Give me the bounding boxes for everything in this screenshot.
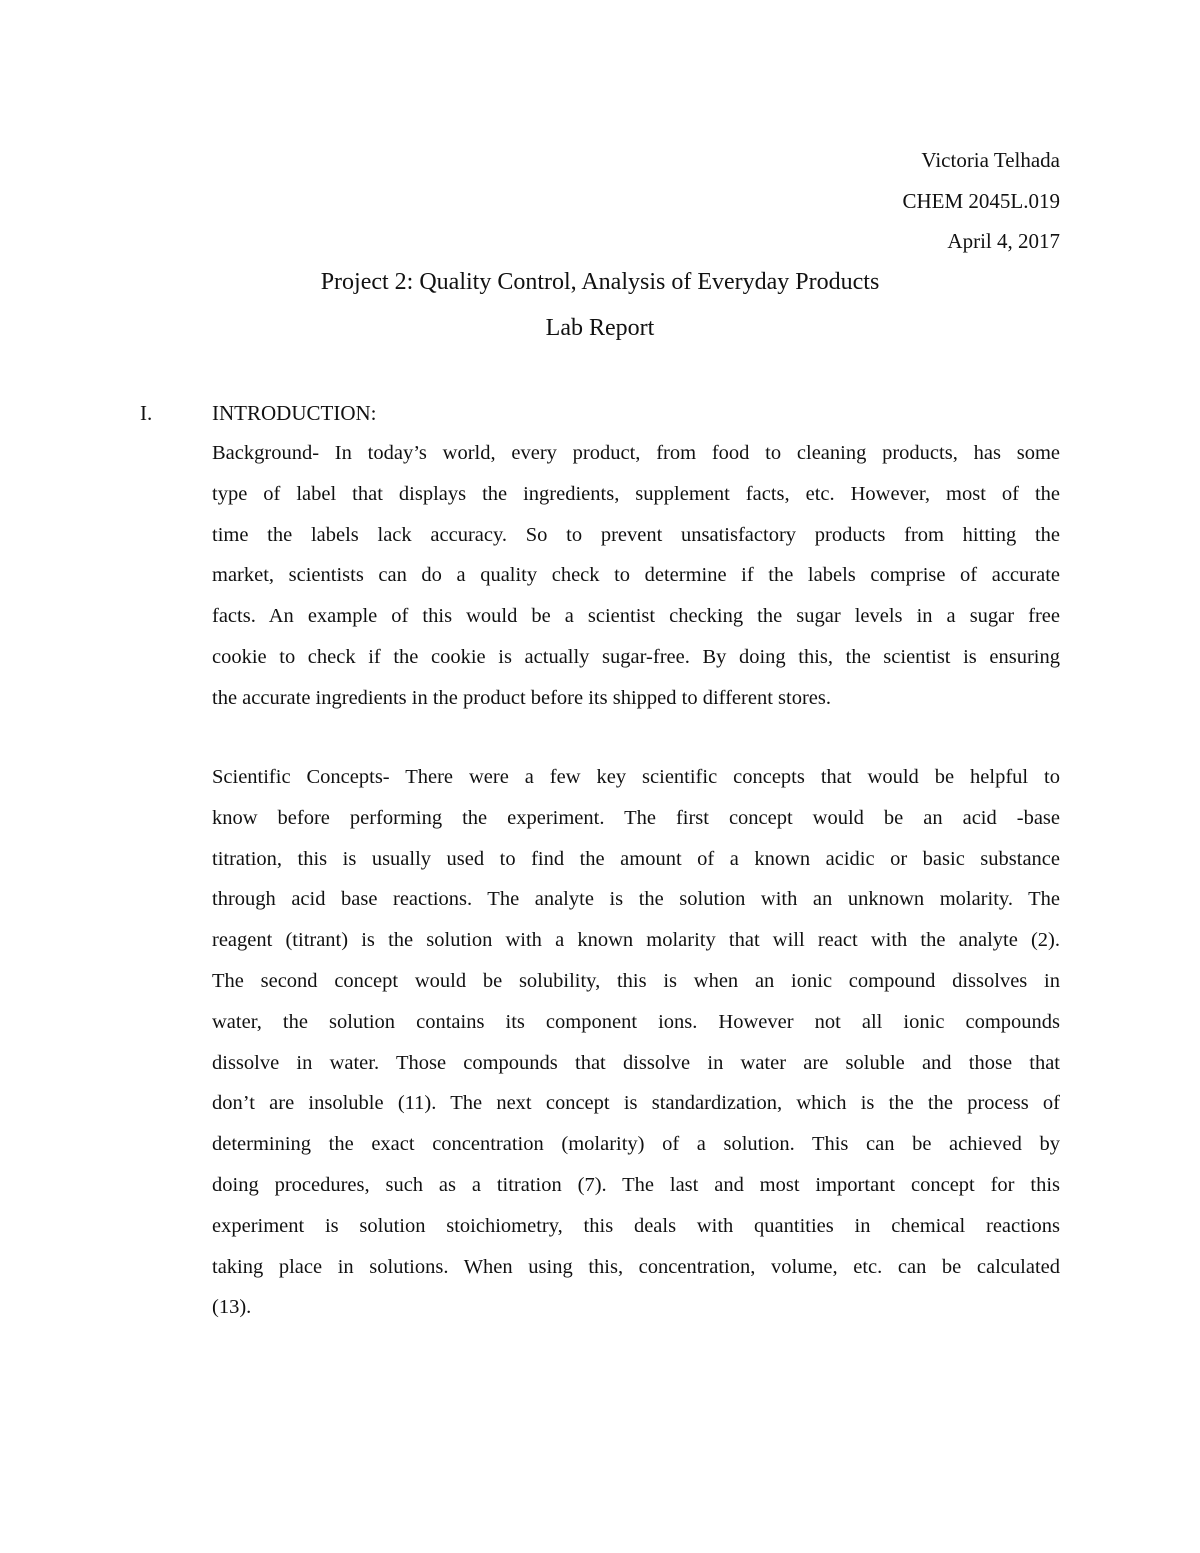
paragraph-line: through acid base reactions. The analyte is the solution with an unknown molarity. The [212,888,1060,911]
paragraph-line: dissolve in water. Those compounds that dissolve in water are soluble and those that [212,1051,1060,1074]
course-code: CHEM 2045L.019 [902,188,1060,213]
paragraph-line: don’t are insoluble (11). The next concept is standardization, which is the the process of [212,1092,1060,1115]
paragraph-line: water, the solution contains its component ions. However not all ionic compounds [212,1010,1060,1033]
page-title: Project 2: Quality Control, Analysis of Everyday Products [320,269,880,295]
author-header [903,140,1061,262]
paragraph-line: experiment is solution stoichiometry, this deals with quantities in chemical reactions [212,1214,1060,1237]
paragraph-line: doing procedures, such as a titration (7). The last and most important concept for this [212,1173,1060,1196]
paragraph-line: reagent (titrant) is the solution with a known molarity that will react with the analyte (2). [212,929,1060,952]
paragraph-line: Scientific Concepts- There were a few key scientific concepts that would be helpful to [212,766,1060,788]
paragraph-line: The second concept would be solubility, this is when an ionic compound dissolves in [212,969,1060,992]
author-name: Victoria Telhada [921,148,1060,172]
paragraph-line: determining the exact concentration (molarity) of a solution. This can be achieved by [212,1133,1060,1156]
section-title: INTRODUCTION: [212,401,377,425]
paragraph-line: titration, this is usually used to find the amount of a known acidic or basic substance [212,847,1060,870]
paragraph-line: Background- In today’s world, every product, from food to cleaning products, has some [212,442,1060,464]
background-paragraph [212,433,1060,719]
section-heading [140,393,376,434]
paragraph-line: time the labels lack accuracy. So to prevent unsatisfactory products from hitting the [212,523,1060,546]
paragraph-line: (13). [212,1296,252,1319]
paragraph-line: the accurate ingredients in the product before its shipped to different stores. [212,686,831,709]
paragraph-line: facts. An example of this would be a scientist checking the sugar levels in a sugar free [212,605,1060,628]
report-date: April 4, 2017 [947,229,1060,253]
title-block [0,259,1200,351]
section-number: I. [140,401,153,425]
page-subtitle: Lab Report [545,315,655,341]
paragraph-line: cookie to check if the cookie is actually sugar-free. By doing this, the scientist is ensuring [212,645,1060,668]
paragraph-line: market, scientists can do a quality check to determine if the labels comprise of accurate [212,564,1060,587]
scientific-concepts-paragraph [212,757,1060,1328]
paragraph-line: taking place in solutions. When using this, concentration, volume, etc. can be calculated [212,1255,1060,1278]
paragraph-line: know before performing the experiment. The first concept would be an acid -base [212,806,1060,829]
paragraph-line: type of label that displays the ingredients, supplement facts, etc. However, most of the [212,482,1060,505]
